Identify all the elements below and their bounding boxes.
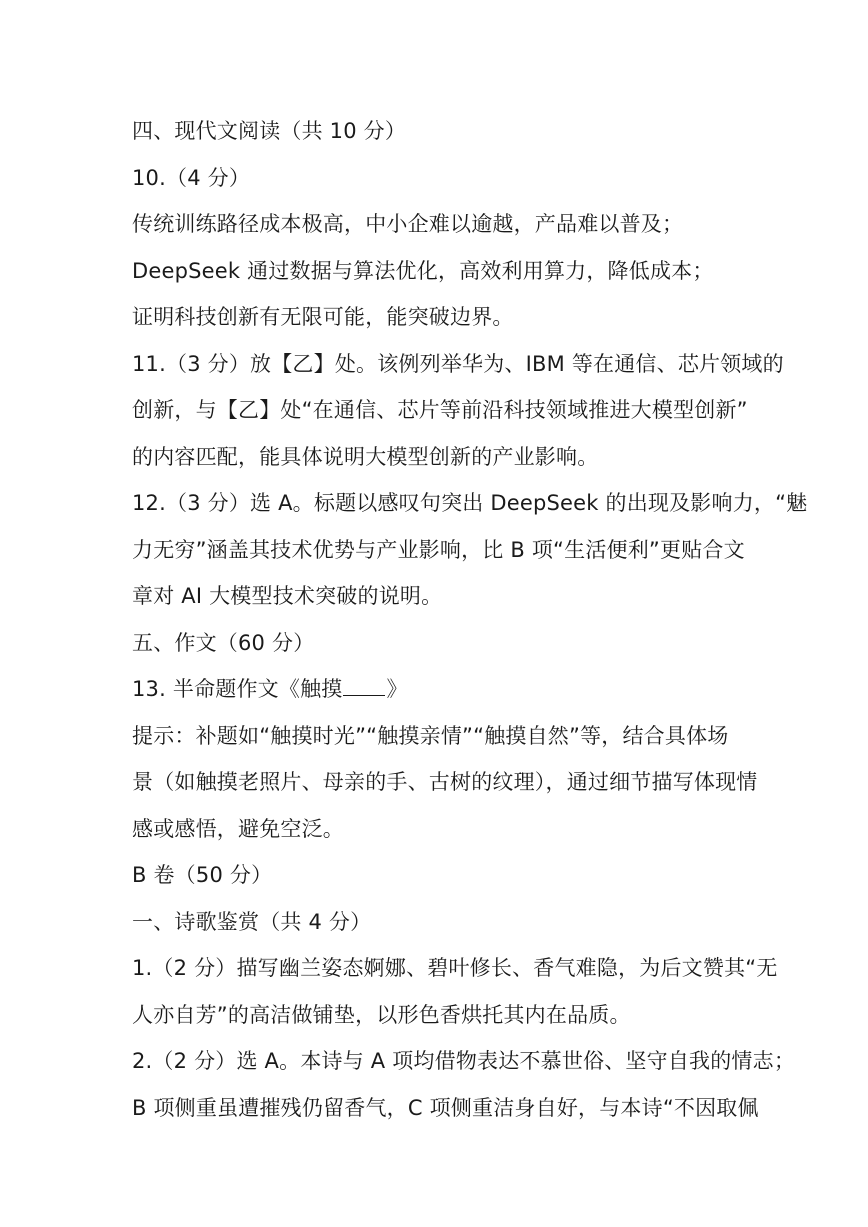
essay-title-suffix: 》 <box>386 677 408 701</box>
answer-10-line-3: 证明科技创新有无限可能，能突破边界。 <box>132 305 514 329</box>
answer-b1-line-2: 人亦自芳”的高洁做铺垫，以形色香烘托其内在品质。 <box>132 1002 631 1027</box>
answer-12-line-2: 力无穷”涵盖其技术优势与产业影响，比 B 项“生活便利”更贴合文 <box>132 537 745 562</box>
answer-b2-line-2: B 项侧重虽遭摧残仍留香气，C 项侧重洁身自好，与本诗“不因取佩 <box>132 1095 759 1120</box>
answer-12-line-1: 12.（3 分）选 A。标题以感叹句突出 DeepSeek 的出现及影响力，“魅 <box>132 491 808 515</box>
section-heading-essay: 五、作文（60 分） <box>132 630 315 655</box>
answer-key-content <box>132 108 808 1131</box>
answer-b2-line-1: 2.（2 分）选 A。本诗与 A 项均借物表达不慕世俗、坚守自我的情志； <box>132 1049 796 1073</box>
section-heading-poetry: 一、诗歌鉴赏（共 4 分） <box>132 909 372 934</box>
answer-b1-line-1: 1.（2 分）描写幽兰姿态婀娜、碧叶修长、香气难隐，为后文赞其“无 <box>132 956 778 980</box>
answer-10-line-2: DeepSeek 通过数据与算法优化，高效利用算力，降低成本； <box>132 258 714 283</box>
section-heading-paper-b: B 卷（50 分） <box>132 863 273 887</box>
section-heading-modern-reading: 四、现代文阅读（共 10 分） <box>132 119 407 143</box>
essay-title-prefix: 13. 半命题作文《触摸 <box>132 677 343 701</box>
answer-11-line-1: 11.（3 分）放【乙】处。该例列举华为、IBM 等在通信、芯片领域的 <box>132 351 784 376</box>
answer-10-line-1: 传统训练路径成本极高，中小企难以逾越，产品难以普及； <box>132 212 684 236</box>
question-10-header: 10.（4 分） <box>132 165 251 190</box>
answer-11-line-2: 创新，与【乙】处“在通信、芯片等前沿科技领域推进大模型创新” <box>132 398 748 422</box>
essay-hint-line-1: 提示：补题如“触摸时光”“触摸亲情”“触摸自然”等，结合具体场 <box>132 723 729 748</box>
answer-12-line-3: 章对 AI 大模型技术突破的说明。 <box>132 584 443 608</box>
answer-11-line-3: 的内容匹配，能具体说明大模型创新的产业影响。 <box>132 444 599 469</box>
essay-hint-line-3: 感或感悟，避免空泛。 <box>132 816 344 841</box>
essay-hint-line-2: 景（如触摸老照片、母亲的手、古树的纹理），通过细节描写体现情 <box>132 770 758 794</box>
essay-title-blank <box>343 677 385 696</box>
question-13-prompt <box>132 666 742 713</box>
